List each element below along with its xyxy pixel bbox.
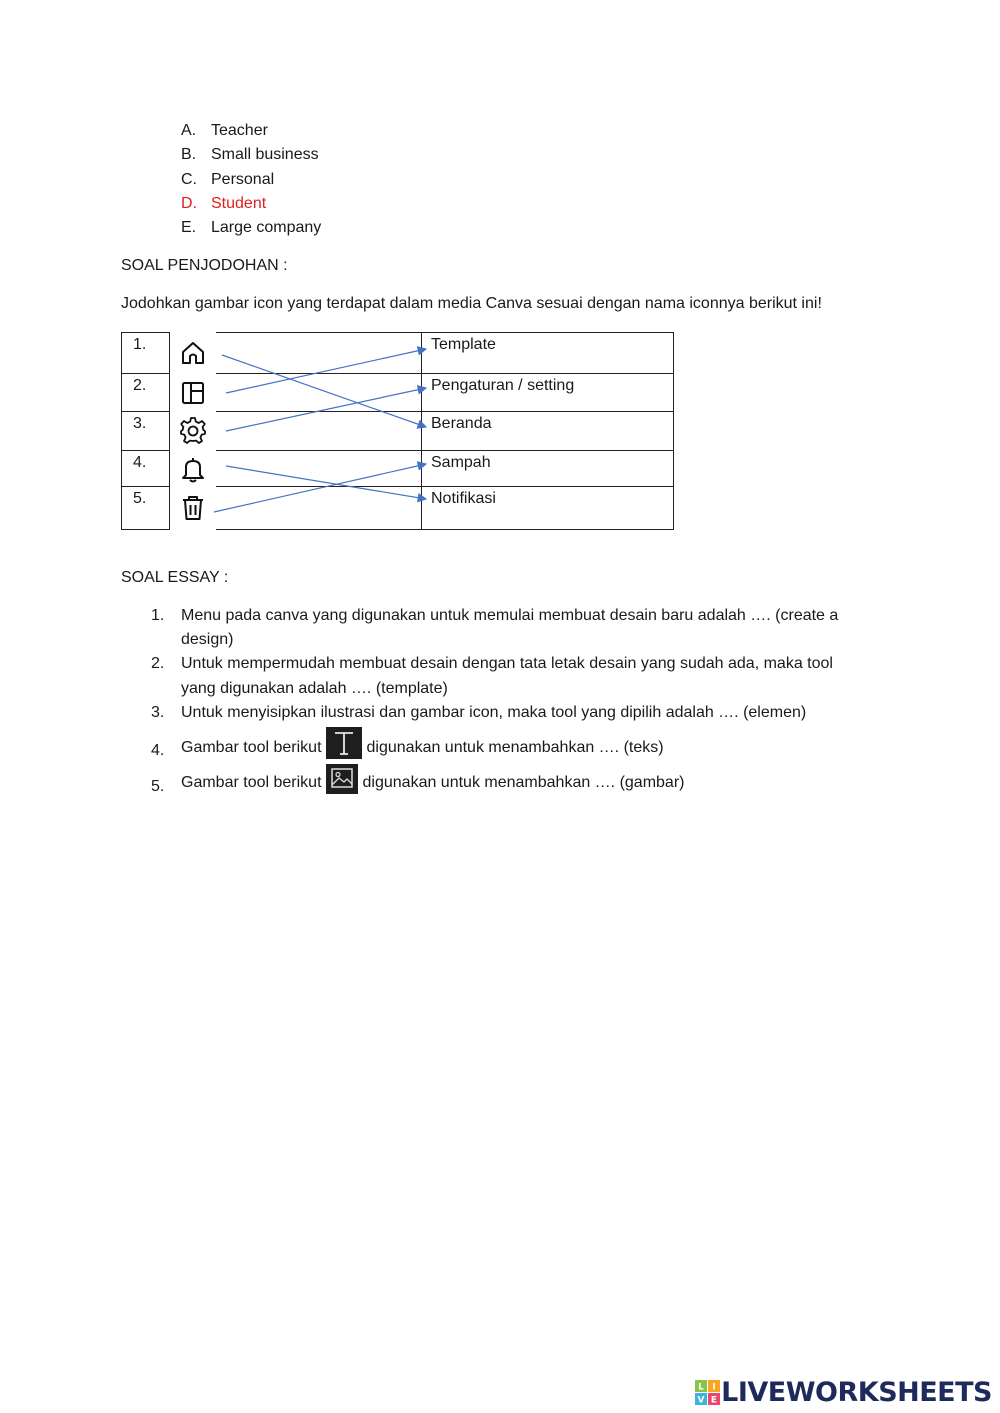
- essay-number: 1.: [151, 607, 165, 624]
- row-number: 5.: [122, 487, 170, 530]
- option-text: Teacher: [211, 122, 268, 139]
- match-label: Beranda: [422, 412, 674, 451]
- essay-text: digunakan untuk menambahkan …. (gambar): [362, 774, 685, 791]
- essay-text: design): [181, 631, 234, 648]
- essay-text: digunakan untuk menambahkan …. (teks): [366, 739, 664, 756]
- row-number: 4.: [122, 451, 170, 487]
- essay-heading: SOAL ESSAY :: [121, 569, 229, 586]
- match-label: Pengaturan / setting: [422, 374, 674, 412]
- essay-number: 2.: [151, 655, 165, 672]
- image-tool-icon: [326, 764, 358, 794]
- option-text: Personal: [211, 171, 275, 188]
- essay-number: 3.: [151, 704, 165, 721]
- essay-text: Gambar tool berikut: [181, 774, 322, 791]
- connector-line: [226, 349, 426, 393]
- essay-number: 4.: [151, 742, 165, 759]
- essay-number: 5.: [151, 778, 165, 795]
- option-text: Small business: [211, 146, 319, 163]
- option-letter: E.: [181, 219, 197, 236]
- essay-item: [181, 727, 664, 759]
- row-number: 1.: [122, 333, 170, 374]
- option-letter: A.: [181, 122, 197, 139]
- svg-text:V: V: [697, 1395, 705, 1405]
- essay-text: Untuk menyisipkan ilustrasi dan gambar icon, maka tool yang dipilih adalah …. (elemen): [181, 704, 807, 721]
- match-label: Notifikasi: [422, 487, 674, 530]
- essay-text: Untuk mempermudah membuat desain dengan tata letak desain yang sudah ada, maka tool: [181, 655, 833, 672]
- connector-line: [214, 464, 426, 512]
- option-text: Large company: [211, 219, 322, 236]
- svg-text:I: I: [712, 1382, 716, 1392]
- svg-text:E: E: [711, 1395, 718, 1405]
- option-letter-answer: D.: [181, 195, 197, 212]
- connector-line: [226, 388, 426, 431]
- essay-text: Gambar tool berikut: [181, 739, 322, 756]
- essay-text: Menu pada canva yang digunakan untuk memulai membuat desain baru adalah …. (create a: [181, 607, 839, 624]
- matching-instruction: Jodohkan gambar icon yang terdapat dalam media Canva sesuai dengan nama iconnya berikut ini!: [121, 295, 822, 312]
- match-label: Template: [422, 333, 674, 374]
- match-label: Sampah: [422, 451, 674, 487]
- logo-grid-icon: [695, 1380, 721, 1406]
- option-letter: B.: [181, 146, 197, 163]
- text-tool-icon: [326, 727, 362, 759]
- option-letter: C.: [181, 171, 197, 188]
- matching-lines: [0, 0, 1000, 600]
- essay-item: [181, 764, 684, 794]
- option-text-answer: Student: [211, 195, 267, 212]
- brand-name: LIVEWORKSHEETS: [721, 1377, 992, 1408]
- essay-text: yang digunakan adalah …. (template): [181, 680, 448, 697]
- liveworksheets-logo: [695, 1377, 992, 1408]
- row-number: 3.: [122, 412, 170, 451]
- row-number: 2.: [122, 374, 170, 412]
- connector-line: [222, 355, 426, 427]
- matching-heading: SOAL PENJODOHAN :: [121, 257, 288, 274]
- svg-text:L: L: [698, 1382, 705, 1392]
